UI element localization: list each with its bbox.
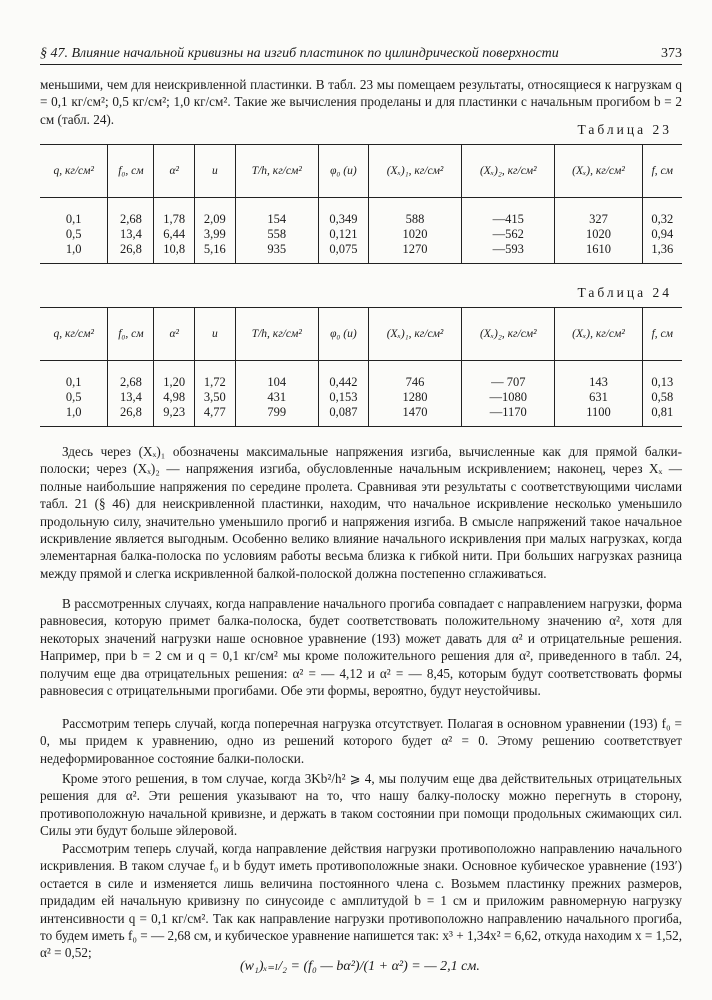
table-cell: —1170 [489,405,527,419]
table23-column-2 [154,198,195,264]
table24-header-0: q, кг/см² [40,308,108,361]
table23-column-0 [40,198,108,264]
table-cell: 1470 [402,405,428,419]
table24-header-3: u [195,308,236,361]
table-cell: 13,4 [119,227,142,241]
table-cell: —593 [492,242,524,256]
table24-column-3 [195,361,236,427]
table-24-header-row [40,308,682,361]
table23-column-4 [235,198,318,264]
table23-column-8 [555,198,642,264]
table-cell: 13,4 [119,390,142,404]
table-cell: 935 [267,242,287,256]
table-cell: 1,78 [163,212,186,226]
table24-header-6: (Xₓ)₁, кг/см² [368,308,461,361]
formula-w1: (w₁)ₓ₌ₗ/₂ = (f₀ — bα²)/(1 + α²) = — 2,1 см. [240,959,480,974]
table23-header-6: (Xₓ)₁, кг/см² [368,145,461,198]
table24-column-0 [40,361,108,427]
table-cell: 1,20 [163,375,186,389]
table24-column-2 [154,361,195,427]
table24-column-9 [642,361,682,427]
table-cell: 2,09 [203,212,226,226]
table-cell: 2,68 [119,375,142,389]
table-cell: 1270 [402,242,428,256]
table24-column-4 [235,361,318,427]
table-cell: 1100 [586,405,611,419]
table24-column-7 [462,361,555,427]
table-cell: 6,44 [163,227,186,241]
table-cell: 26,8 [119,405,142,419]
table-cell: —415 [492,212,524,226]
table23-column-6 [368,198,461,264]
table23-header-7: (Xₓ)₂, кг/см² [462,145,555,198]
table-23-caption: Таблица 23 [577,122,672,137]
table-cell: 3,50 [203,390,226,404]
table-cell: 4,98 [163,390,186,404]
table-cell: 0,075 [329,242,358,256]
table23-column-7 [462,198,555,264]
table23-column-1 [108,198,154,264]
table-cell: 0,13 [651,375,674,389]
paragraph-4: Кроме этого решения, в том случае, когда 3Kb²/h² ⩾ 4, мы получим еще два действительных отрицательных решения для α². Эти решения указывают на то, что нашу балку-полоску можно перегнуть в сторону, противоположную начальной кривизне, и держать в таком состоянии при помощи продольных сжимающих сил. Силы эти будут больше эйлеровой. [40,771,682,839]
table23-column-5 [318,198,368,264]
table-cell: 4,77 [203,405,226,419]
table-cell: 0,32 [651,212,674,226]
table-cell: 154 [267,212,287,226]
table-cell: 1,36 [651,242,674,256]
table-cell: 0,5 [65,227,82,241]
table-23-header-row [40,145,682,198]
table24-header-4: T/h, кг/см² [235,308,318,361]
table-cell: 1,0 [65,405,82,419]
table-cell: 799 [267,405,287,419]
table24-header-9: f, см [642,308,682,361]
table-cell: 1020 [585,227,611,241]
table23-header-0: q, кг/см² [40,145,108,198]
table-cell: 0,349 [329,212,358,226]
table-cell: 0,153 [329,390,358,404]
table24-header-5: φ₀ (u) [318,308,368,361]
paragraph-3: Рассмотрим теперь случай, когда поперечная нагрузка отсутствует. Полагая в основном уравнении (193) f₀ = 0, мы придем к уравнению, одно из решений которого будет α² = 0. Этому решению соответствует недеформированное состояние балки-полоски. [40,716,682,766]
table-cell: 0,442 [329,375,358,389]
paragraph-5: Рассмотрим теперь случай, когда направление действия нагрузки противоположно направлению начального искривления. В таком случае f₀ и b будут иметь противоположные знаки. Основное кубическое уравнение (193′) остается в силе и изменяется лишь величина постоянного члена c. Возьмем пластинку прежних размеров, придадим ей начальную кривизну по синусоиде с амплитудой b = 1 см и приложим равномерную нагрузку интенсивности q = 0,1 кг/см². Так как направление нагрузки противоположно направлению начального прогиба, то будем иметь f₀ = — 2,68 см, и кубическое уравнение напишется так: x³ + 1,34x² = 6,62, откуда находим x = 1,52, α² = 0,52; [40,841,682,961]
table-cell: 588 [405,212,425,226]
table-cell: 0,58 [651,390,674,404]
table-cell: 0,81 [651,405,674,419]
table-cell: 1,72 [203,375,226,389]
table-cell: 2,68 [119,212,142,226]
table-cell: 0,5 [65,390,82,404]
table23-header-2: α² [154,145,195,198]
table24-header-1: f₀, см [108,308,154,361]
page-number: 373 [661,46,682,61]
table23-header-4: T/h, кг/см² [235,145,318,198]
table-24-body-row [40,361,682,427]
intro-paragraph: меньшими, чем для неискривленной пластинки. В табл. 23 мы помещаем результаты, относящиеся к нагрузкам q = 0,1 кг/см²; 0,5 кг/см²; 1,0 кг/см². Такие же вычисления проделаны и для пластинки с начальным прогибом b = 2 см (табл. 24). [40,77,682,127]
table23-column-3 [195,198,236,264]
table-cell: 746 [405,375,425,389]
table-cell: 3,99 [203,227,226,241]
table-cell: 1280 [402,390,428,404]
table-24 [40,307,682,427]
table23-header-5: φ₀ (u) [318,145,368,198]
table23-header-1: f₀, см [108,145,154,198]
table-cell: 10,8 [163,242,186,256]
table24-column-8 [555,361,642,427]
running-header [40,38,682,65]
table24-column-6 [368,361,461,427]
table23-header-8: (Xₓ), кг/см² [555,145,642,198]
table-cell: 1610 [585,242,611,256]
table-cell: 104 [267,375,287,389]
section-title: § 47. Влияние начальной кривизны на изгиб пластинок по цилиндрической поверхности [40,46,559,61]
table-cell: 1,0 [65,242,82,256]
table23-column-9 [642,198,682,264]
table24-header-7: (Xₓ)₂, кг/см² [462,308,555,361]
table-cell: 5,16 [203,242,226,256]
paragraph-2: В рассмотренных случаях, когда направление начального прогиба совпадает с направлением нагрузки, форма равновесия, которую примет балка-полоска, будет соответствовать положительному значению α², хотя для некоторых значений нагрузки наше основное уравнение (193) может давать для α² и отрицательные решения. Например, при b = 2 см и q = 0,1 кг/см² мы кроме положительного решения для α², приведенного в табл. 24, получим еще два отрицательных решения: α² = — 4,12 и α² = — 8,45, которым будут соответствовать формы равновесия с отрицательными прогибами. Обе эти формы, вероятно, будут неустойчивы. [40,596,682,699]
table-cell: —562 [492,227,524,241]
table-cell: 631 [589,390,608,404]
table-cell: 327 [589,212,608,226]
table-cell: 558 [267,227,287,241]
paragraph-1: Здесь через (Xₓ)₁ обозначены максимальные напряжения изгиба, вычисленные как для прямой балки-полоски; через (Xₓ)₂ — напряжения изгиба, обусловленные начальным искривлением; наконец, через Xₓ — полные наибольшие напряжения по середине пролета. Сравнивая эти результаты с соответствующими числами табл. 21 (§ 46) для неискривленной пластинки, находим, что начальное искривление несколько уменьшило продольную силу, значительно уменьшило прогиб и напряжения изгиба. В смысле напряжений такое начальное искривление является выгодным. Особенно велико влияние начального искривления при малых нагрузках, когда элементарная балка-полоска по условиям работы весьма близка к гибкой нити. При больших нагрузках разница между прямой и слегка искривленной балкой-полоской должна постепенно сглаживаться. [40,444,682,581]
table-cell: 9,23 [163,405,186,419]
table23-header-9: f, см [642,145,682,198]
table24-column-5 [318,361,368,427]
table-cell: 0,121 [329,227,358,241]
table-23-body-row [40,198,682,264]
table24-header-8: (Xₓ), кг/см² [555,308,642,361]
table24-header-2: α² [154,308,195,361]
table-24-caption: Таблица 24 [577,285,672,300]
table-cell: 0,1 [65,375,82,389]
table-cell: 0,1 [65,212,82,226]
table-cell: 431 [267,390,287,404]
table-cell: 26,8 [119,242,142,256]
table-cell: 143 [589,375,608,389]
table-cell: —1080 [489,390,528,404]
table-cell: — 707 [491,375,526,389]
table-23 [40,144,682,264]
table-cell: 0,087 [329,405,358,419]
table23-header-3: u [195,145,236,198]
table-cell: 0,94 [651,227,674,241]
table24-column-1 [108,361,154,427]
table-cell: 1020 [402,227,428,241]
